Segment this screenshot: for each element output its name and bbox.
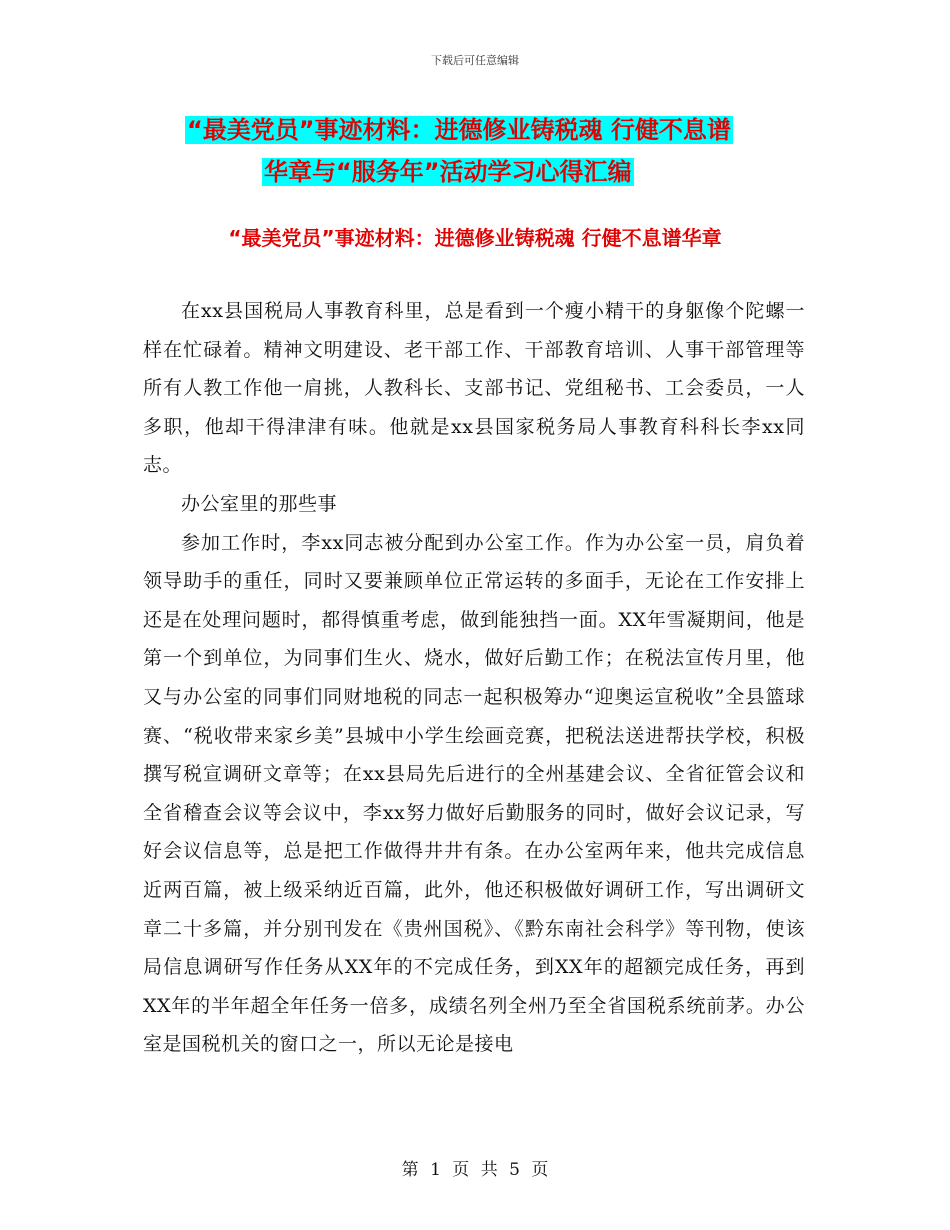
document-body — [143, 292, 805, 1064]
paragraph: 在xx县国税局人事教育科里，总是看到一个瘦小精干的身躯像个陀螺一样在忙碌着。精神文明建设、老干部工作、干部教育培训、人事干部管理等所有人教工作他一肩挑，人教科长、支部书记、党组秘书、工会委员，一人多职，他却干得津津有味。他就是xx县国家税务局人事教育科科长李xx同志。 — [143, 300, 805, 477]
paragraph-heading: 办公室里的那些事 — [181, 492, 338, 515]
document-title-line1: “最美党员”事迹材料：进德修业铸税魂 行健不息谱 — [187, 116, 731, 144]
paragraph: 参加工作时，李xx同志被分配到办公室工作。作为办公室一员，肩负着领导助手的重任，同时又要兼顾单位正常运转的多面手，无论在工作安排上还是在处理问题时，都得慎重考虑，做到能独挡一面。XX年雪凝期间，他是第一个到单位，为同事们生火、烧水，做好后勤工作；在税法宣传月里，他又与办公室的同事们同财地税的同志一起积极筹办“迎奥运宣税收”全县篮球赛、“税收带来家乡美”县城中小学生绘画竞赛，把税法送进帮扶学校，积极撰写税宣调研文章等；在xx县局先后进行的全州基建会议、全省征管会议和全省稽查会议等会议中，李xx努力做好后勤服务的同时，做好会议记录，写好会议信息等，总是把工作做得井井有条。在办公室两年来，他共完成信息近两百篇，被上级采纳近百篇，此外，他还积极做好调研工作，写出调研文章二十多篇，并分别刊发在《贵州国税》、《黔东南社会科学》等刊物，使该局信息调研写作任务从XX年的不完成任务，到XX年的超额完成任务，再到XX年的半年超全年任务一倍多，成绩名列全州乃至全省国税系统前茅。办公室是国税机关的窗口之一，所以无论是接电 — [143, 531, 805, 1056]
document-title-line2: 华章与“服务年”活动学习心得汇编 — [264, 158, 632, 186]
header-note: 下载后可任意编辑 — [431, 54, 519, 67]
section-title: “最美党员”事迹材料：进德修业铸税魂 行健不息谱华章 — [228, 226, 722, 250]
page-footer: 第 1 页 共 5 页 — [401, 1160, 549, 1180]
